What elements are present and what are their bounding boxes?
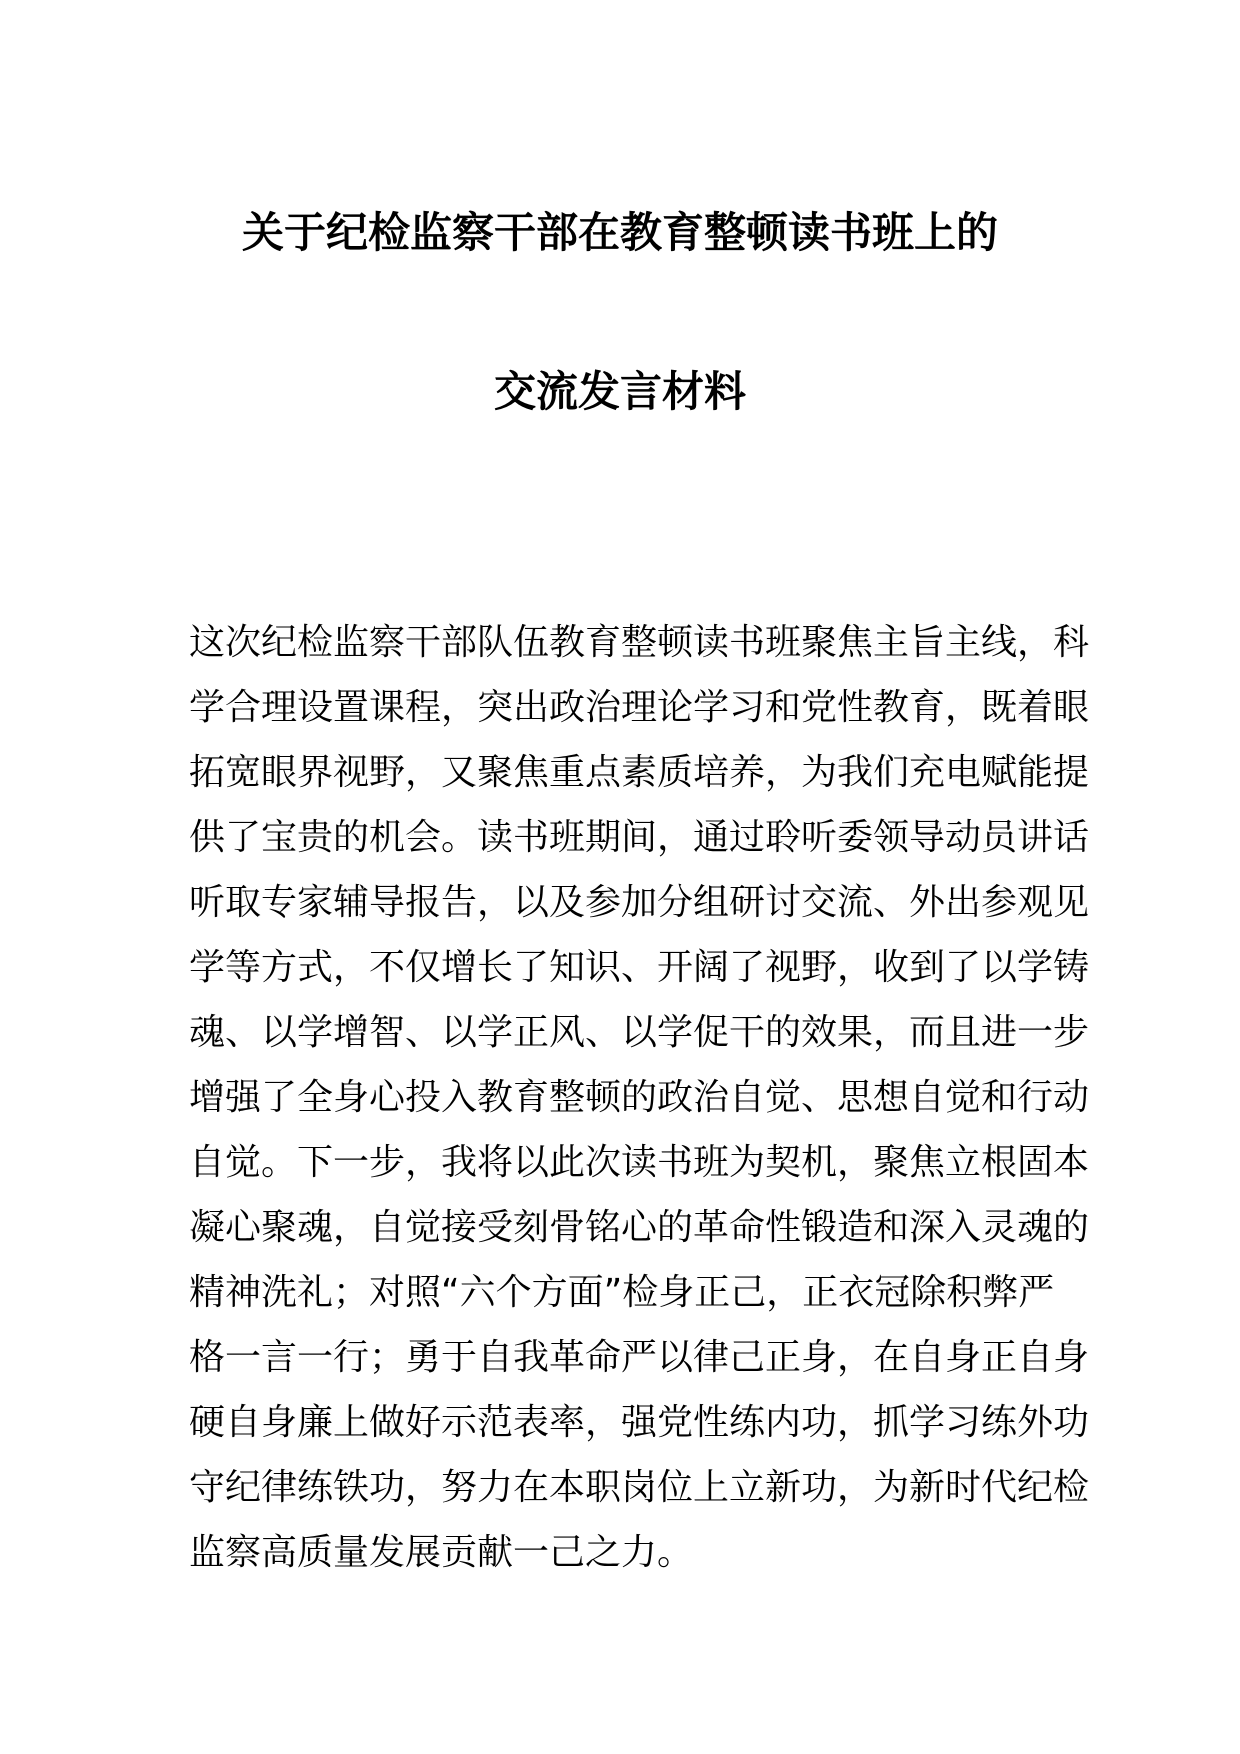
body-line: 硬自身廉上做好示范表率，强党性练内功，抓学习练外功 (189, 1402, 1090, 1443)
body-line: 格一言一行；勇于自我革命严以律己正身，在自身正自身 (189, 1337, 1090, 1378)
body-line: 监察高质量发展贡献一己之力。 (189, 1532, 694, 1573)
body-line: 凝心聚魂，自觉接受刻骨铭心的革命性锻造和深入灵魂的 (189, 1207, 1090, 1248)
body-line: 增强了全身心投入教育整顿的政治自觉、思想自觉和行动 (189, 1077, 1090, 1118)
body-line: 自觉。下一步，我将以此次读书班为契机，聚焦立根固本 (189, 1142, 1090, 1183)
body-line: 魂、以学增智、以学正风、以学促干的效果，而且进一步 (189, 1012, 1090, 1053)
body-line: 守纪律练铁功，努力在本职岗位上立新功，为新时代纪检 (189, 1467, 1090, 1508)
document-title-line-1: 关于纪检监察干部在教育整顿读书班上的 (241, 208, 998, 257)
body-line: 精神洗礼；对照“六个方面”检身正己，正衣冠除积弊严 (189, 1272, 1055, 1313)
body-line: 拓宽眼界视野，又聚焦重点素质培养，为我们充电赋能提 (189, 752, 1090, 793)
body-line: 这次纪检监察干部队伍教育整顿读书班聚焦主旨主线，科 (189, 622, 1090, 663)
document-title-line-2: 交流发言材料 (493, 367, 746, 416)
body-line: 听取专家辅导报告，以及参加分组研讨交流、外出参观见 (189, 882, 1090, 923)
body-line: 学等方式，不仅增长了知识、开阔了视野，收到了以学铸 (189, 947, 1090, 988)
document-body (189, 610, 1090, 1585)
body-line: 供了宝贵的机会。读书班期间，通过聆听委领导动员讲话 (189, 817, 1090, 858)
body-line: 学合理设置课程，突出政治理论学习和党性教育，既着眼 (189, 687, 1090, 728)
